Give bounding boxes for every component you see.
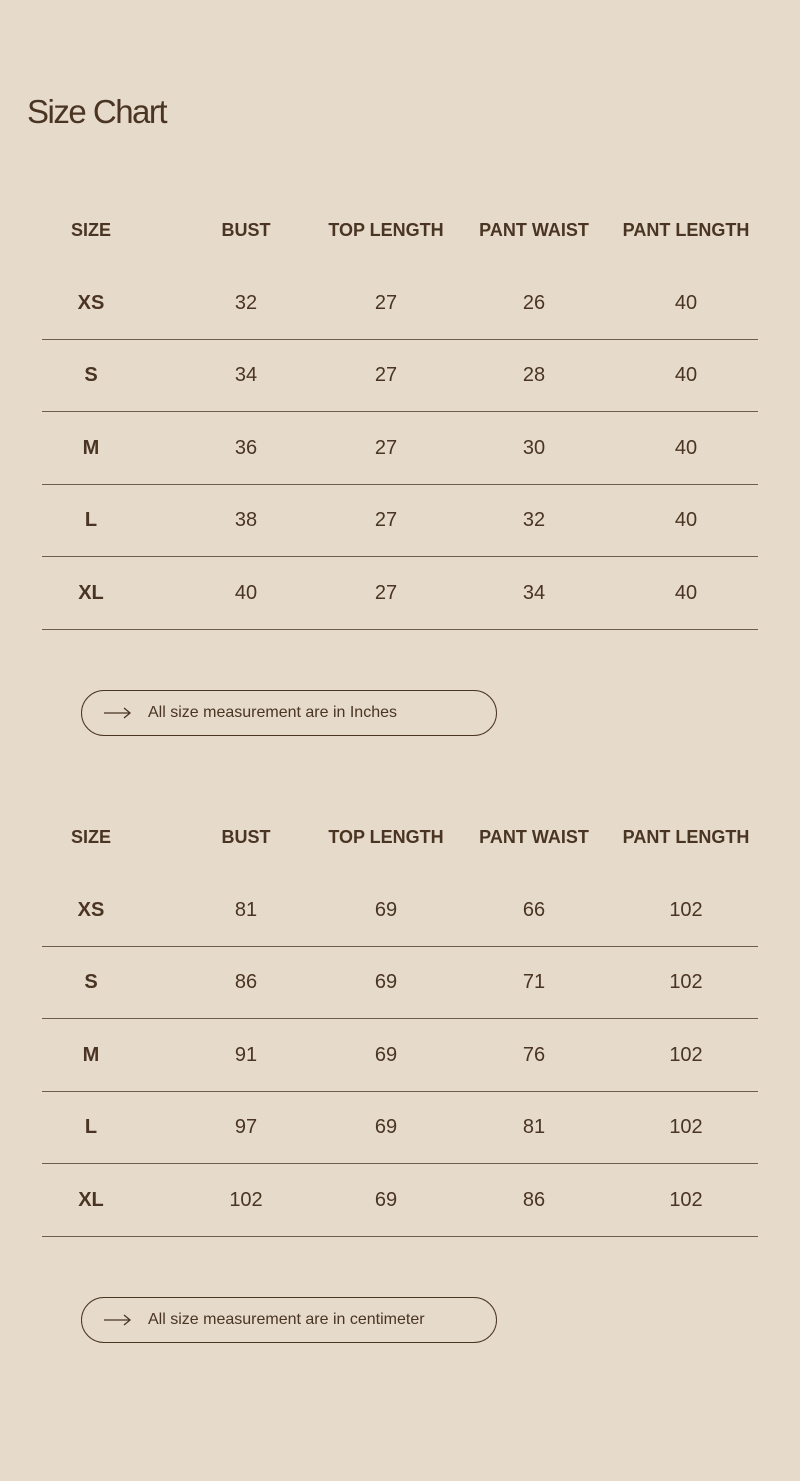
unit-note-inches (81, 690, 497, 736)
pant-waist-cell: 86 (522, 1189, 546, 1211)
column-header-top-length: TOP LENGTH (328, 220, 444, 240)
bust-cell: 38 (234, 509, 258, 531)
row-divider (42, 1236, 758, 1237)
pant-waist-cell: 32 (522, 509, 546, 531)
arrow-right-icon (104, 706, 132, 720)
pant-waist-cell: 66 (522, 899, 546, 921)
pant-length-cell: 40 (674, 509, 698, 531)
size-table-centimeter (0, 823, 800, 1237)
bust-cell: 34 (234, 364, 258, 386)
row-divider (42, 1163, 758, 1164)
page-title: Size Chart (27, 93, 167, 130)
table-row (0, 1165, 800, 1237)
pant-length-cell: 102 (669, 1189, 703, 1211)
column-header-pant-length: PANT LENGTH (622, 220, 750, 240)
row-divider (42, 556, 758, 557)
bust-cell: 86 (234, 971, 258, 993)
size-cell: M (82, 437, 100, 459)
size-cell: XS (77, 292, 105, 314)
pant-waist-cell: 34 (522, 582, 546, 604)
pant-waist-cell: 28 (522, 364, 546, 386)
column-header-size: SIZE (70, 220, 112, 240)
table-row (0, 268, 800, 340)
top-length-cell: 27 (374, 364, 398, 386)
bust-cell: 40 (234, 582, 258, 604)
top-length-cell: 27 (374, 509, 398, 531)
top-length-cell: 27 (374, 292, 398, 314)
bust-cell: 97 (234, 1116, 258, 1138)
column-header-bust: BUST (221, 827, 271, 847)
table-row (0, 413, 800, 485)
pant-waist-cell: 71 (522, 971, 546, 993)
table-row (0, 947, 800, 1019)
top-length-cell: 27 (374, 582, 398, 604)
unit-note-centimeter (81, 1297, 497, 1343)
pant-length-cell: 40 (674, 292, 698, 314)
row-divider (42, 1018, 758, 1019)
table-row (0, 1092, 800, 1164)
size-cell: XL (78, 582, 104, 604)
column-header-pant-length: PANT LENGTH (622, 827, 750, 847)
bust-cell: 91 (234, 1044, 258, 1066)
bust-cell: 36 (234, 437, 258, 459)
bust-cell: 102 (229, 1189, 263, 1211)
size-cell: XS (77, 899, 105, 921)
column-header-pant-waist: PANT WAIST (479, 220, 589, 240)
unit-note-text: All size measurement are in Inches (148, 704, 397, 721)
top-length-cell: 69 (374, 1116, 398, 1138)
top-length-cell: 69 (374, 1044, 398, 1066)
table-header-row (0, 216, 800, 246)
column-header-bust: BUST (221, 220, 271, 240)
pant-length-cell: 102 (669, 971, 703, 993)
column-header-pant-waist: PANT WAIST (479, 827, 589, 847)
row-divider (42, 629, 758, 630)
table-row (0, 340, 800, 412)
top-length-cell: 69 (374, 899, 398, 921)
pant-length-cell: 40 (674, 437, 698, 459)
column-header-top-length: TOP LENGTH (328, 827, 444, 847)
column-header-size: SIZE (70, 827, 112, 847)
size-cell: M (82, 1044, 100, 1066)
unit-note-text: All size measurement are in centimeter (148, 1311, 425, 1328)
pant-length-cell: 102 (669, 1044, 703, 1066)
size-cell: XL (78, 1189, 104, 1211)
bust-cell: 32 (234, 292, 258, 314)
size-cell: L (84, 1116, 98, 1138)
size-cell: L (84, 509, 98, 531)
table-row (0, 875, 800, 947)
size-cell: S (84, 364, 98, 386)
row-divider (42, 411, 758, 412)
table-row (0, 485, 800, 557)
bust-cell: 81 (234, 899, 258, 921)
table-row (0, 1020, 800, 1092)
top-length-cell: 69 (374, 971, 398, 993)
arrow-right-icon (104, 1313, 132, 1327)
table-row (0, 558, 800, 630)
pant-waist-cell: 26 (522, 292, 546, 314)
pant-waist-cell: 76 (522, 1044, 546, 1066)
table-header-row (0, 823, 800, 853)
size-cell: S (84, 971, 98, 993)
pant-length-cell: 40 (674, 582, 698, 604)
top-length-cell: 27 (374, 437, 398, 459)
pant-length-cell: 102 (669, 1116, 703, 1138)
top-length-cell: 69 (374, 1189, 398, 1211)
pant-length-cell: 102 (669, 899, 703, 921)
pant-waist-cell: 30 (522, 437, 546, 459)
size-table-inches (0, 216, 800, 630)
pant-waist-cell: 81 (522, 1116, 546, 1138)
pant-length-cell: 40 (674, 364, 698, 386)
